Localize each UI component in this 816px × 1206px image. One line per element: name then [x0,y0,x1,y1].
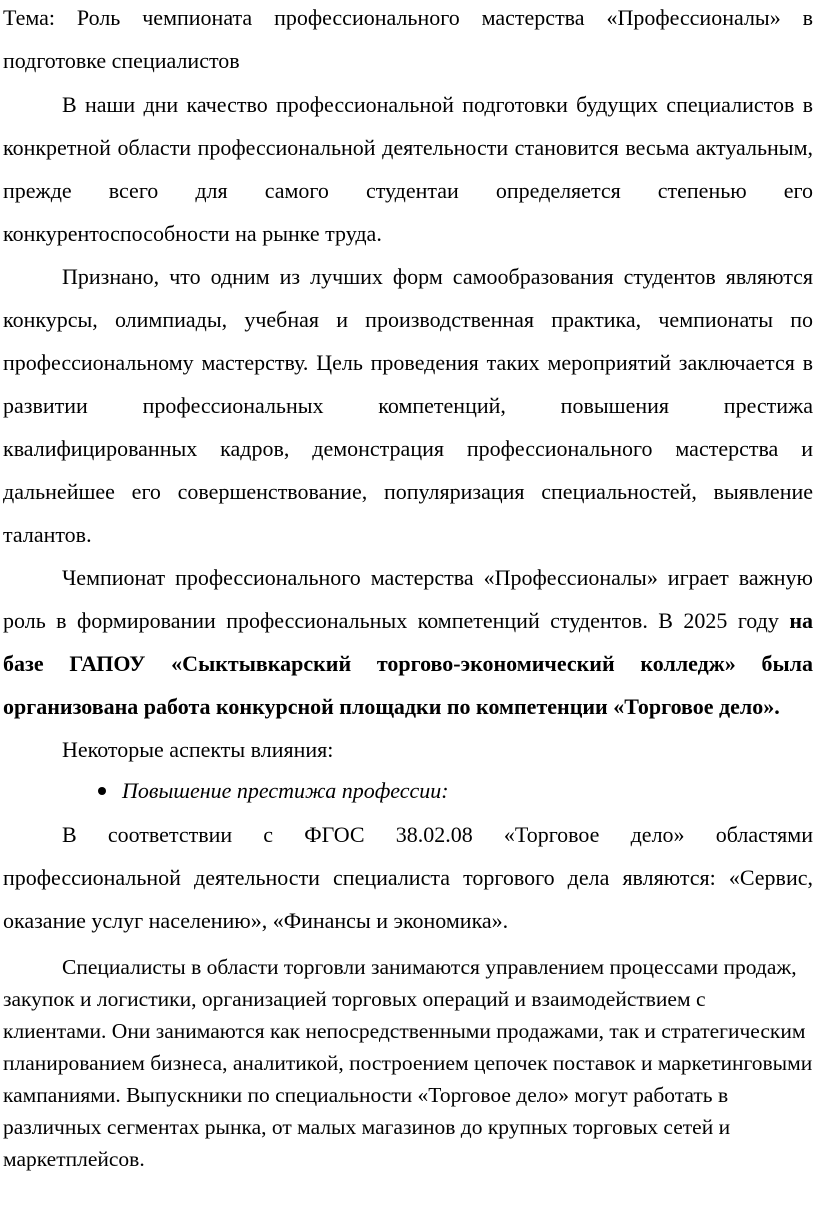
championship-bold-text: на базе ГАПОУ «Сыктывкарский торгово-экономический колледж» была организована работа конкурсной площадки по компетенции «Торговое дело». [3,608,813,719]
paragraph-championship [0,556,813,728]
paragraph-specialists: Специалисты в области торговли занимаются управлением процессами продаж, закупок и логистики, организацией торговых операций и взаимодействием с клиентами. Они занимаются как непосредственными продажами, так и стратегическим планированием бизнеса, аналитикой, построением цепочек поставок и маркетинговыми кампаниями. Выпускники по специальности «Торговое дело» могут работать в различных сегментах рынка, от малых магазинов до крупных торговых сетей и маркетплейсов. [3,955,813,1171]
document-topic: Тема: Роль чемпионата профессионального мастерства «Профессионалы» в подготовке специалистов [3,5,813,73]
paragraph-intro: В наши дни качество профессиональной подготовки будущих специалистов в конкретной области профессиональной деятельности становится весьма актуальным, прежде всего для самого студентаи определяется степенью его конкурентоспособности на рынке труда. [3,92,813,246]
championship-text: Чемпионат профессионального мастерства «Профессионалы» играет важную роль в формировании профессиональных компетенций студентов. В 2025 году [3,565,813,633]
paragraph-competitions: Признано, что одним из лучших форм самообразования студентов являются конкурсы, олимпиады, учебная и производственная практика, чемпионаты по профессиональному мастерству. Цель проведения таких мероприятий заключается в развитии профессиональных компетенций, повышения престижа квалифицированных кадров, демонстрация профессионального мастерства и дальнейшее его совершенствование, популяризация специальностей, выявление талантов. [3,264,813,547]
bullet-dot-icon [98,787,106,795]
paragraph-aspects-heading: Некоторые аспекты влияния: [62,737,334,762]
bullet-list-item [3,771,816,811]
paragraph-fgos: В соответствии с ФГОС 38.02.08 «Торговое дело» областями профессиональной деятельности специалиста торгового дела являются: «Сервис, оказание услуг населению», «Финансы и экономика». [3,822,813,933]
bullet-item-text: Повышение престижа профессии: [122,778,449,803]
